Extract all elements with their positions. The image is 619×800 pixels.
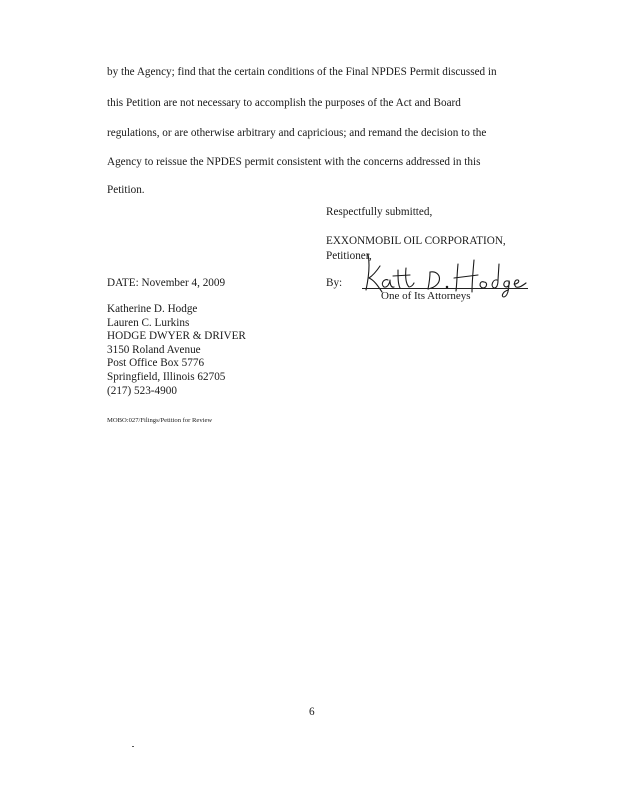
signature-line [362,288,528,289]
by-label: By: [326,277,343,289]
body-text-line-2: this Petition are not necessary to accomplish the purposes of the Act and Board [107,97,461,109]
po-box: Post Office Box 5776 [107,357,205,370]
body-text-line-4: Agency to reissue the NPDES permit consistent with the concerns addressed in this [107,156,481,168]
date-line: DATE: November 4, 2009 [107,277,226,289]
counsel-name-2: Lauren C. Lurkins [107,316,190,329]
counsel-name-1: Katherine D. Hodge [107,303,198,315]
page-number: 6 [309,706,315,718]
petitioner-role: Petitioner, [326,250,372,262]
body-text-line-5: Petition. [107,184,145,196]
scan-speck [132,746,134,747]
phone-number: (217) 523-4900 [107,384,177,397]
law-firm-name: HODGE DWYER & DRIVER [107,330,246,343]
file-reference: MOBO:027/Filings/Petition for Review [107,417,213,424]
street-address: 3150 Roland Avenue [107,343,201,356]
body-text-line-3: regulations, or are otherwise arbitrary and capricious; and remand the decision to the [107,127,487,139]
counsel-address-block [107,303,246,398]
body-text-line-1: by the Agency; find that the certain conditions of the Final NPDES Permit discussed in [107,66,497,78]
city-state-zip: Springfield, Illinois 62705 [107,370,226,383]
closing-salutation: Respectfully submitted, [326,206,433,218]
petitioner-company: EXXONMOBIL OIL CORPORATION, [326,235,506,247]
attorneys-caption: One of Its Attorneys [381,290,471,302]
